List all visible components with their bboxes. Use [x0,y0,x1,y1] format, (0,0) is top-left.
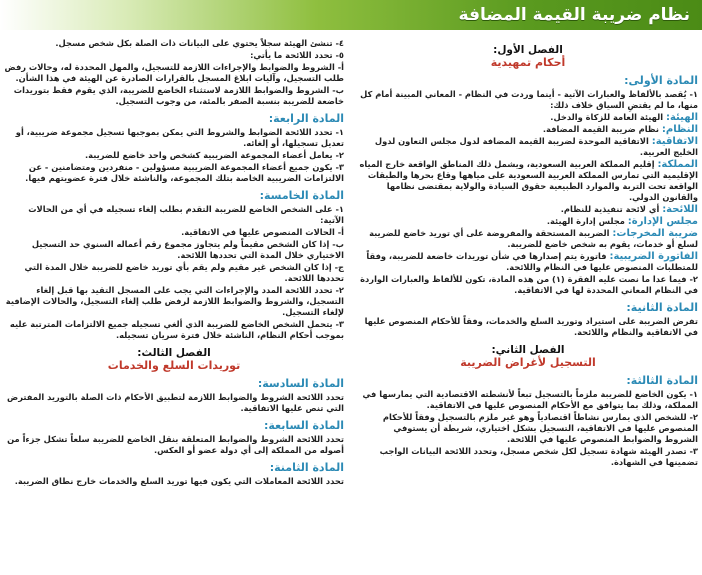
article-heading: المادة الثامنة: [269,461,344,474]
article-heading: المادة الرابعة: [268,112,344,125]
article-heading: المادة الأولى: [624,74,698,87]
article-heading: المادة الثالثة: [626,374,698,387]
paragraph: ١- على الشخص الخاضع للضريبة التقدم بطلب إلغاء تسجيله في أي من الحالات الآتية: [28,204,344,225]
article-heading: المادة السادسة: [257,377,344,390]
paragraph: ٣- يتحمل الشخص الخاضع للضريبة الذي ألغي تسجيله جميع الالتزامات المترتبة عليه بموجب أحكام النظام، الناشئة خلال فترة سريان تسجيله. [9,319,344,340]
paragraph: ٣- تصدر الهيئة شهادة تسجيل لكل شخص مسجل، وتحدد اللائحة البيانات الواجب تضمينها في الشهادة. [379,446,698,467]
chapter-label: الفصل الأول: [493,44,563,56]
definition-text: فاتورة يتم إصدارها في شأن توريدات خاضعة للضريبة، وفقاً للمتطلبات المنصوص عليها في النظام واللائحة. [366,251,698,272]
left-column [4,38,344,573]
paragraph: ج- إذا كان الشخص غير مقيم ولم يقم بأي توريد خاضع للضريبة خلال المدة التي تحددها اللائحة. [24,262,344,283]
paragraph: ٥- تحدد اللائحة ما يأتي: [250,50,344,60]
chapter-label: الفصل الثاني: [491,344,565,356]
paragraph: ب- الشروط والضوابط اللازمة لاستثناء الخاضع للضريبة، الذي يقوم فقط بتوريدات خاضعة للضريبة بنسبة الصفر بالمئة، من وجوب التسجيل. [13,85,344,106]
term: اللائحة: [662,204,698,215]
term: النظام: [661,124,698,135]
definition [358,251,698,273]
definition [358,124,698,135]
title-banner [0,0,702,30]
definition-text: إقليم المملكة العربية السعودية، ويشمل ذلك المناطق الواقعة خارج المياه الإقليمية التي تمارس المملكة العربية السعودية على مياهها وقاع بحرها والطبقات الواقعة تحت التربة والموارد الطبيعية حقوق السيادة والولاية بمقتضى نظامها والقانون الدولي. [359,159,698,202]
paragraph: ٢- يعامل أعضاء المجموعة الضريبية كشخص واحد خاضع للضريبة. [85,150,344,160]
article-heading: المادة الخامسة: [259,189,344,202]
chapter-2-heading [358,344,698,369]
definition-text: الاتفاقية الموحدة لضريبة القيمة المضافة لدول مجلس التعاون لدول الخليج العربية. [374,136,698,157]
page-title: نظام ضريبة القيمة المضافة [458,5,690,25]
chapter-title: توريدات السلع والخدمات [107,359,241,372]
paragraph: أ- الحالات المنصوص عليها في الاتفاقية. [181,227,344,237]
paragraph: ٤- تنشئ الهيئة سجلاً يحتوي على البيانات ذات الصلة بكل شخص مسجل. [55,38,344,48]
article-heading: المادة الثانية: [626,301,698,314]
definition-text: الهيئة العامة للزكاة والدخل. [550,112,664,122]
chapter-1-heading [358,44,698,69]
term: الفاتورة الضريبية: [609,251,698,262]
paragraph: ٢- للشخص الذي يمارس نشاطاً اقتصادياً وهو غير ملزم بالتسجيل وفقاً للأحكام المنصوص عليها في الاتفاقية، التسجيل بشكل اختياري، شريطة أن يستوفي الشروط والضوابط المنصوص عليها في اللائحة. [382,412,698,444]
paragraph: ٢- فيما عدا ما نصت عليه الفقرة (١) من هذه المادة، تكون للألفاظ والعبارات الواردة في النظام المعاني المحددة لها في الاتفاقية. [360,274,698,295]
chapter-label: الفصل الثالث: [137,347,211,359]
paragraph: تحدد اللائحة الشروط والضوابط المتعلقة بنقل الخاضع للضريبة سلعاً تشكل جزءاً من أصوله من المملكة إلى أي دولة عضو أو العكس. [7,434,344,455]
right-column [358,38,698,573]
definition [358,216,698,227]
paragraph: ١- تحدد اللائحة الضوابط والشروط التي يمكن بموجبها تسجيل مجموعة ضريبية، أو تعديل تسجيلها، أو إلغائه. [15,127,344,148]
chapter-title: أحكام تمهيدية [490,56,566,69]
term: الاتفاقية: [651,136,698,147]
definition [358,204,698,215]
term: الهيئة: [665,112,698,123]
paragraph: تفرض الضريبة على استيراد وتوريد السلع والخدمات، وفقاً للأحكام المنصوص عليها في الاتفاقية والنظام واللائحة. [364,316,698,337]
article-heading: المادة السابعة: [263,419,344,432]
term: مجلس الإدارة: [627,216,698,227]
definition-text: أي لائحة تنفيذية للنظام. [560,204,660,214]
definition-text: الضريبة المستحقة والمفروضة على أي توريد خاضع للضريبة لسلع أو خدمات، يقوم به شخص خاضع للضريبة. [369,228,698,249]
definition [358,112,698,123]
chapter-3-heading [4,347,344,372]
paragraph: ١- يكون الخاضع للضريبة ملزماً بالتسجيل تبعاً لأنشطته الاقتصادية التي يمارسها في المملكة، وذلك بما يتوافق مع الأحكام المنصوص عليها في الاتفاقية. [362,389,698,410]
paragraph: ٢- تحدد اللائحة المدد والإجراءات التي يجب على المسجل التقيد بها قبل إلغاء التسجيل، والشروط والضوابط اللازمة لرفض طلب إلغاء التسجيل، والحالات الإضافية لإلغاء التسجيل. [5,285,344,317]
paragraph: ١- يُقصد بالألفاظ والعبارات الآتية - أينما وردت في النظام - المعاني المبينة أمام كل منها، ما لم يقتضِ السياق خلاف ذلك: [360,89,698,110]
definition [358,159,698,203]
definition [358,228,698,250]
paragraph: ٣- يكون جميع أعضاء المجموعة الضريبية مسؤولين - منفردين ومتضامنين - عن الالتزامات الضريبية الخاصة بتلك المجموعة، والناشئة خلال فترة عضويتهم فيها. [25,162,344,183]
paragraph: أ- الشروط والضوابط والإجراءات اللازمة للتسجيل، والمهل المحددة له، وحالات رفض طلب التسجيل، وآليات ابلاغ المسجل بالقرارات الصادرة عن الهيئة في هذا الشأن. [4,62,344,83]
paragraph: ب- إذا كان الشخص مقيماً ولم يتجاوز مجموع رقم أعماله السنوي حد التسجيل الاختياري خلال المدة التي تحددها اللائحة. [31,239,344,260]
paragraph: تحدد اللائحة المعاملات التي يكون فيها توريد السلع والخدمات خارج نطاق الضريبة. [14,476,344,486]
paragraph: تحدد اللائحة الشروط والضوابط اللازمة لتطبيق الأحكام ذات الصلة بالتوريد المفترض التي تنص عليها الاتفاقية. [7,392,344,413]
chapter-title: التسجيل لأغراض الضريبة [460,356,596,369]
term: المملكة: [657,159,698,170]
definition [358,136,698,158]
term: ضريبة المخرجات: [612,228,698,239]
definition-text: نظام ضريبة القيمة المضافة. [542,124,660,134]
definition-text: مجلس إدارة الهيئة. [546,216,625,226]
